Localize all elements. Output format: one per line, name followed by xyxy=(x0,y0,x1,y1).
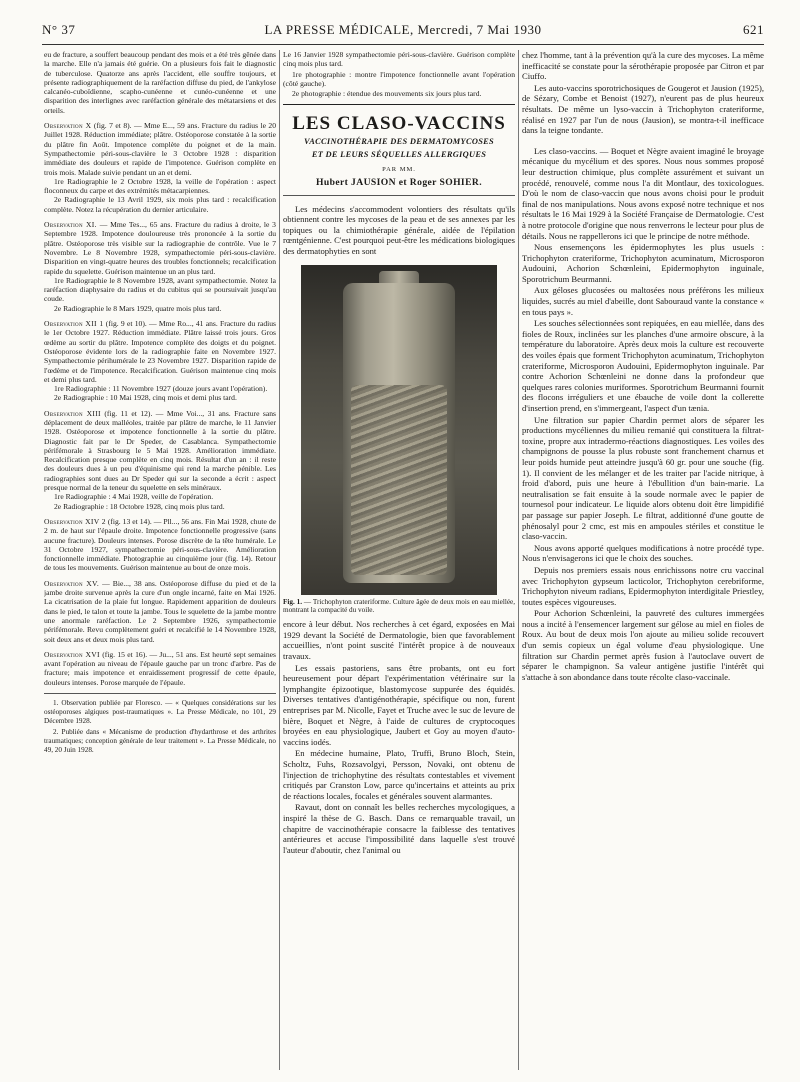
observation-block xyxy=(44,517,276,573)
observation-block xyxy=(44,409,276,511)
observation-body: (fig. 7 et 8). — Mme E..., 59 ans. Fracture du radius le 20 Juillet 1928. Réduction immédiate; plâtre. Ostéoporose constatée à la sortie du plâtre fin Août. Impotence complète du poignet et de la main. Sympathectomie péri-sous-clavière le 3 Octobre 1928 : disparition immédiate des douleurs et rapide de l'impotence. Guérison complète en trois mois. Malade suivie pendant un an et demi. xyxy=(44,121,276,177)
observation-note: 1re Radiographie : 11 Novembre 1927 (douze jours avant l'opération). xyxy=(54,384,268,394)
observation-note: 1re photographie : montre l'impotence fonctionnelle avant l'opération (côté gauche). xyxy=(283,69,515,88)
section-paragraph: Les claso-vaccins. — Boquet et Nègre avaient imaginé le broyage mécanique du mycélium et des spores. Nous nous sommes proposé leur destruction chimique, plus complète assurément et suivant un procédé, renouvelé, comme nous l'a dit Montlaur, des toxicologues. D'où le nom de claso-vaccin que nous avons choisi pour le produit final de nos manipulations. Nous avons exposé notre technique et nos résultats le 16 Mai 1929 à la Société Française de Dermatologie. C'est à notre protocole d'origine que nous renverrons le lecteur pour plus de détails. Nous ne rappellerons ici que le principe de notre méthode. xyxy=(522,145,764,241)
article-paragraph: encore à leur début. Nos recherches à cet égard, exposées en Mai 1929 devant la Société de Dermatologie, bien que favorablement accueillies, n'ont point suscité l'intérêt propice à de nouveaux travaux. xyxy=(283,619,515,662)
article-title-block xyxy=(283,104,515,195)
observation-note: 1re Radiographie : 4 Mai 1928, veille de l'opération. xyxy=(54,492,214,502)
header-rule xyxy=(42,44,764,45)
observation-body: — Bie..., 38 ans. Ostéoporose diffuse du pied et de la jambe droite survenue après la cure d'un ongle incarné, faite en Mai 1926. La cicatrisation de la plaie fut longue. Rapidement apparition de douleurs dans le pied, le talon et toute la jambe. Tous le squelette de la jambe montre une anormale raréfaction. Le 2 Septembre 1926, sympathectomie périfémorale. Revu complètement guéri et recalcifié le 14 Novembre 1928, soit deux ans et deux mois plus tard. xyxy=(44,578,276,644)
footnotes xyxy=(44,693,276,754)
article-paragraph: Nous ensemençons les épidermophytes les plus usuels : Trichophyton crateriforme, Trichophyton acuminatum, Microsporon Audouini, Achorion Schœnleini, Epidermophyton inguinale, Sporotrichum Beurmanni. xyxy=(522,242,764,284)
page-header xyxy=(42,22,764,42)
observation-block xyxy=(44,319,276,403)
observation-heading: Observation XI. xyxy=(44,220,97,230)
continued-text: eu de fracture, a souffert beaucoup pendant des mois et a été très gênée dans la marche. Elle n'a jamais été guérie. On a plusieurs fois fait le diagnostic de tuberculose. Quatorze ans après l'accident, elle souffre toujours, et présente radiographiquement de la raréfaction diffuse du pied, de l'ankylose calcanéo-cuboïdienne, scapho-cunéenne et cunéo-cunéenne et une disparition des interlignes avec raréfaction générale des métatarsiens et des orteils. xyxy=(44,50,276,115)
byline-prefix: PAR MM. xyxy=(382,166,416,174)
observation-body: — Mme Tes..., 65 ans. Fracture du radius à droite, le 3 Septembre 1928. Impotence douloureuse très prononcée à la sortie du plâtre. Ostéoporose très visible sur la radiographie de contrôle. Vue le 7 Novembre. Le 8 Novembre 1928, sympathectomie péri-sous-clavière. Disparition en vingt-quatre heures des troubles fonctionnels; recalcification rapide du squelette. Guérison maintenue un an plus tard. xyxy=(44,220,276,276)
column-right xyxy=(522,50,764,1070)
figure-label: Fig. 1. xyxy=(283,597,303,606)
article-paragraph: Depuis nos premiers essais nous enrichissons notre cru vaccinal avec Trichophyton gypseum lacticolor, Trichophyton cerebriforme, Trichophyton niveum radians, Epidermophyton interdigitale Priestley, toutes espèces vigoureuses. xyxy=(522,564,764,607)
observation-body: (fig. 11 et 12). — Mme Voi..., 31 ans. Fracture sans déplacement de deux malléoles, traitée par plâtre de marche, le 11 Janvier 1928. Ostéoporose et impotence fonctionnelle à la sortie du plâtre. Diagnostic fait par le Dr Speder, de Casablanca. Sympathectomie périfémorale à Strasbourg le 5 Mai 1928. Amélioration immédiate. Recalcification presque complète en cinq mois. Résultat d'un an : il reste des douleurs dues à un peu d'équinisme qui rend la marche pénible. Les radiographies sont dues au Dr Speder qui sur la seconde a écrit : aspect presque normal de la teneur du squelette en sels minéraux. xyxy=(44,408,276,493)
article-paragraph: Pour Achorion Schœnleini, la pauvreté des cultures immergées nous a incité à l'ensemencer largement sur gélose au miel en fioles de Roux. Au bout de deux mois l'on ajoute au milieu solide recouvert d'un semis copieux un égal volume d'eau physiologique. Une filtration sur Chardin permet après fusion à l'autoclave ouvert de séparer le champignon. Sa valeur antigène justifie l'intérêt qui s'attache à son abondance dans toute récolte claso-vaccinale. xyxy=(522,608,764,682)
column-divider-2 xyxy=(518,50,519,1070)
observation-note: 1re Radiographie le 8 Novembre 1928, avant sympathectomie. Notez la raréfaction diaphysaire du radius et du cubitus qui se poursuivait jusqu'au coude. xyxy=(44,275,276,304)
observation-heading: Observation X xyxy=(44,121,92,131)
issue-number: N° 37 xyxy=(42,22,76,37)
observation-block xyxy=(44,579,276,644)
observation-note: 2e Radiographie le 8 Mars 1929, quatre mois plus tard. xyxy=(54,303,222,313)
observation-heading: Observation XIV 2 xyxy=(44,516,106,526)
culture-veil xyxy=(351,385,447,575)
article-paragraph: Ravaut, dont on connaît les belles recherches mycologiques, a inspiré la thèse de G. Basch. Dans ce remarquable travail, un chapitre de vaccinothérapie consacre la faiblesse des tentatives antérieures et accuse l'impossibilité dans laquelle s'est trouvé l'auteur d'aboutir, chez l'animal ou xyxy=(283,802,515,855)
figure-1 xyxy=(283,265,515,616)
article-paragraph: Les souches sélectionnées sont repiquées, en eau miellée, dans des fioles de Roux, inclinées sur les planches d'une armoire obscure, à la température du laboratoire. Après deux mois la culture est recouverte des voiles épais que forment Trichophyton acuminatum, Trichophyton crateriforme, Microsporon Audouini, Epidermophyton inguinale. Par contre Achorion Schœnleini ne donne dans la profondeur que quelques rares colonies muriformes. Sporotrichum Beurmanni fournit des flocons irréguliers et une ébauche de voile dont la collerette d'insertion prend, en s'immergeant, l'aspect d'un tænia. xyxy=(522,318,764,413)
article-intro: Les médecins s'accommodent volontiers des résultats qu'ils obtiennent contre les mycoses de la peau et de ses annexes par les topiques ou la chimiothérapie générale, aidée de l'épilation rœntgénienne. C'est pourquoi peut-être les médications biologiques des dermatophyties en sont xyxy=(283,203,515,257)
article-paragraph: Aux géloses glucosées ou maltosées nous préférons les milieux liquides, sucrés au miel d'abeille, dont Sabouraud vante la constance « en tous pays ». xyxy=(522,285,764,317)
observation-heading: Observation XIII xyxy=(44,408,101,418)
footnote: 2. Publiée dans « Mécanisme de production d'hydarthrose et des arthrites traumatiques; conception générale de leur traitement ». La Presse Médicale, no 49, 20 Juin 1928. xyxy=(44,727,276,754)
article-paragraph: Les auto-vaccins sporotrichosiques de Gougerot et Jausion (1925), de Sézary, Combe et Benoist (1927), n'eurent pas de plus heureux résultats. De même un lyso-vaccin à Trichophyton crateriforme, réalisé en 1927 par l'un de nous (Jausion), se montra-t-il inefficace dans la teigne tondante. xyxy=(522,82,764,136)
observation-body: (fig. 15 et 16). — Ju..., 51 ans. Est heurté sept semaines avant l'opération au niveau de l'épaule gauche par un tronc d'arbre. Pas de fracture; mais impotence et enraidissement progressif de cette épaule, douleurs intenses. Porose marquée de l'épaule. xyxy=(44,649,276,687)
continued-text: Le 16 Janvier 1928 sympathectomie péri-sous-clavière. Guérison complète cinq mois plus tard. xyxy=(283,50,515,69)
article-subtitle-line1: VACCINOTHÉRAPIE DES DERMATOMYCOSES xyxy=(303,137,494,147)
observation-heading: Observation XVI xyxy=(44,649,100,659)
observation-block xyxy=(44,650,276,687)
column-middle xyxy=(283,50,515,1070)
figure-caption xyxy=(283,598,515,616)
article-paragraph: chez l'homme, tant à la prévention qu'à la cure des mycoses. La même inefficacité se constate pour la sérothérapie proposée par Citron et par Ciuffo. xyxy=(522,50,764,82)
observation-body: (fig. 9 et 10). — Mme Ro..., 41 ans. Fracture du radius le 1er Octobre 1927. Réduction immédiate. Plâtre laissé trois jours. Gros œdème au sortir du plâtre. Impotence complète des doigts et du poignet. Ostéoporose évidente lors de la radiographie faite en Novembre 1927. Sympathectomie périhumérale le 23 Novembre 1927. Disparition rapide de l'œdème et de l'impotence. Recalcification. Guérison maintenue cinq mois et demi plus tard. xyxy=(44,319,276,384)
article-paragraph: Une filtration sur papier Chardin permet alors de séparer les productions mycéliennes du milieu remanié qui constituera la filtrat-toxine, propre aux intradermo-réactions diagnostiques. Les voiles des champignons de pousse la plus robuste sont franchement charnus et leur poids humide peut atteindre jusqu'à 60 gr. pour une souche (fig. 1). Il convient de les mélanger et de les traiter par l'acide nitrique, à froid d'abord, puis une heure à l'ébullition d'un bain-marie. La neutralisation se fait ensuite à la soude normale avec le papier de tournesol pour indicateur. Le liquide alors obtenu doit être limpidifié par passage sur papier Joseph. Le filtrat, additionné d'une goutte de phénosalyl pour 2 cmc, est mis en ampoules stériles et constitue le claso-vaccin. xyxy=(522,414,764,542)
observation-note: 2e Radiographie le 13 Avril 1929, six mois plus tard : recalcification complète. Notez la récupération du dernier articulaire. xyxy=(44,195,276,214)
observation-note: 2e Radiographie : 18 Octobre 1928, cinq mois plus tard. xyxy=(54,501,225,511)
culture-flask-photo xyxy=(301,265,497,595)
column-divider-1 xyxy=(279,50,280,1070)
article-paragraph: Nous avons apporté quelques modifications à notre procédé type. Nous n'envisagerons ici que le choix des souches. xyxy=(522,542,764,564)
observation-heading: Observation XII 1 xyxy=(44,319,104,329)
observation-heading: Observation XV. xyxy=(44,578,100,588)
article-title: LES CLASO-VACCINS xyxy=(292,113,506,135)
article-authors: Hubert JAUSION et Roger SOHIER. xyxy=(316,177,482,189)
figure-caption-text: — Trichophyton crateriforme. Culture âgée de deux mois en eau miellée, montrant la compacité du voile. xyxy=(283,597,515,615)
observation-body: (fig. 13 et 14). — Pll..., 56 ans. Fin Mai 1928, chute de 2 m. de haut sur l'épaule droite. Impotence fonctionnelle progressive (sans aucune fracture). Douleurs intenses. Porose discrète de la tête humérale. Le 31 Octobre 1927, sympathectomie péri-sous-clavière. Amélioration fonctionnelle immédiate. Photographie au cinquième jour (fig. 14). Retour de tous les mouvements. Guérison maintenue au bout de onze mois. xyxy=(44,516,276,573)
observation-continuation xyxy=(283,50,515,98)
column-left xyxy=(44,50,276,1070)
observation-note: 1re Radiographie le 2 Octobre 1928, la veille de l'opération : aspect floconneux du carpe et des extrémités métacarpiennes. xyxy=(44,176,276,196)
observation-block xyxy=(44,121,276,214)
observation-note: 2e Radiographie : 10 Mai 1928, cinq mois et demi plus tard. xyxy=(54,393,237,403)
observation-note: 2e photographie : étendue des mouvements six jours plus tard. xyxy=(292,89,482,99)
article-subtitle-line2: ET DE LEURS SÉQUELLES ALLERGIQUES xyxy=(311,150,487,160)
article-paragraph: Les essais pastoriens, sans être probants, ont eu fort heureusement pour départ l'expérimentation vétérinaire sur la lymphangite épizootique, blastomycose suppurée des équidés. Diverses tentatives d'antigénothérapie, spécifique ou non, furent entreprises par M. Nicolle, Fayet et Truche avec le suc de levure de bière, Boquet et Nègre, à l'aide de cultures de cryptocoques broyées en eau physiologique, Jaubert et Goy au moyen d'auto-vaccins iodés. xyxy=(283,662,515,747)
page-number: 621 xyxy=(743,22,764,37)
article-paragraph: En médecine humaine, Plato, Truffi, Bruno Bloch, Stein, Scholtz, Fuhs, Rozsavolgyi, Persson, Novaki, ont obtenu de l'injection de trichophytine des résultats contestables et vivement critiqués par Cranston Low, parce qu'incertains et atteints au prix de réactions locales, focales et générales souvent alarmantes. xyxy=(283,748,515,801)
footnote: 1. Observation publiée par Floresco. — « Quelques considérations sur les ostéoporoses algiques post-traumatiques ». La Presse Médicale, no 101, 29 Décembre 1928. xyxy=(44,699,276,725)
observation-block xyxy=(44,220,276,313)
journal-title: LA PRESSE MÉDICALE, Mercredi, 7 Mai 1930 xyxy=(264,22,542,37)
